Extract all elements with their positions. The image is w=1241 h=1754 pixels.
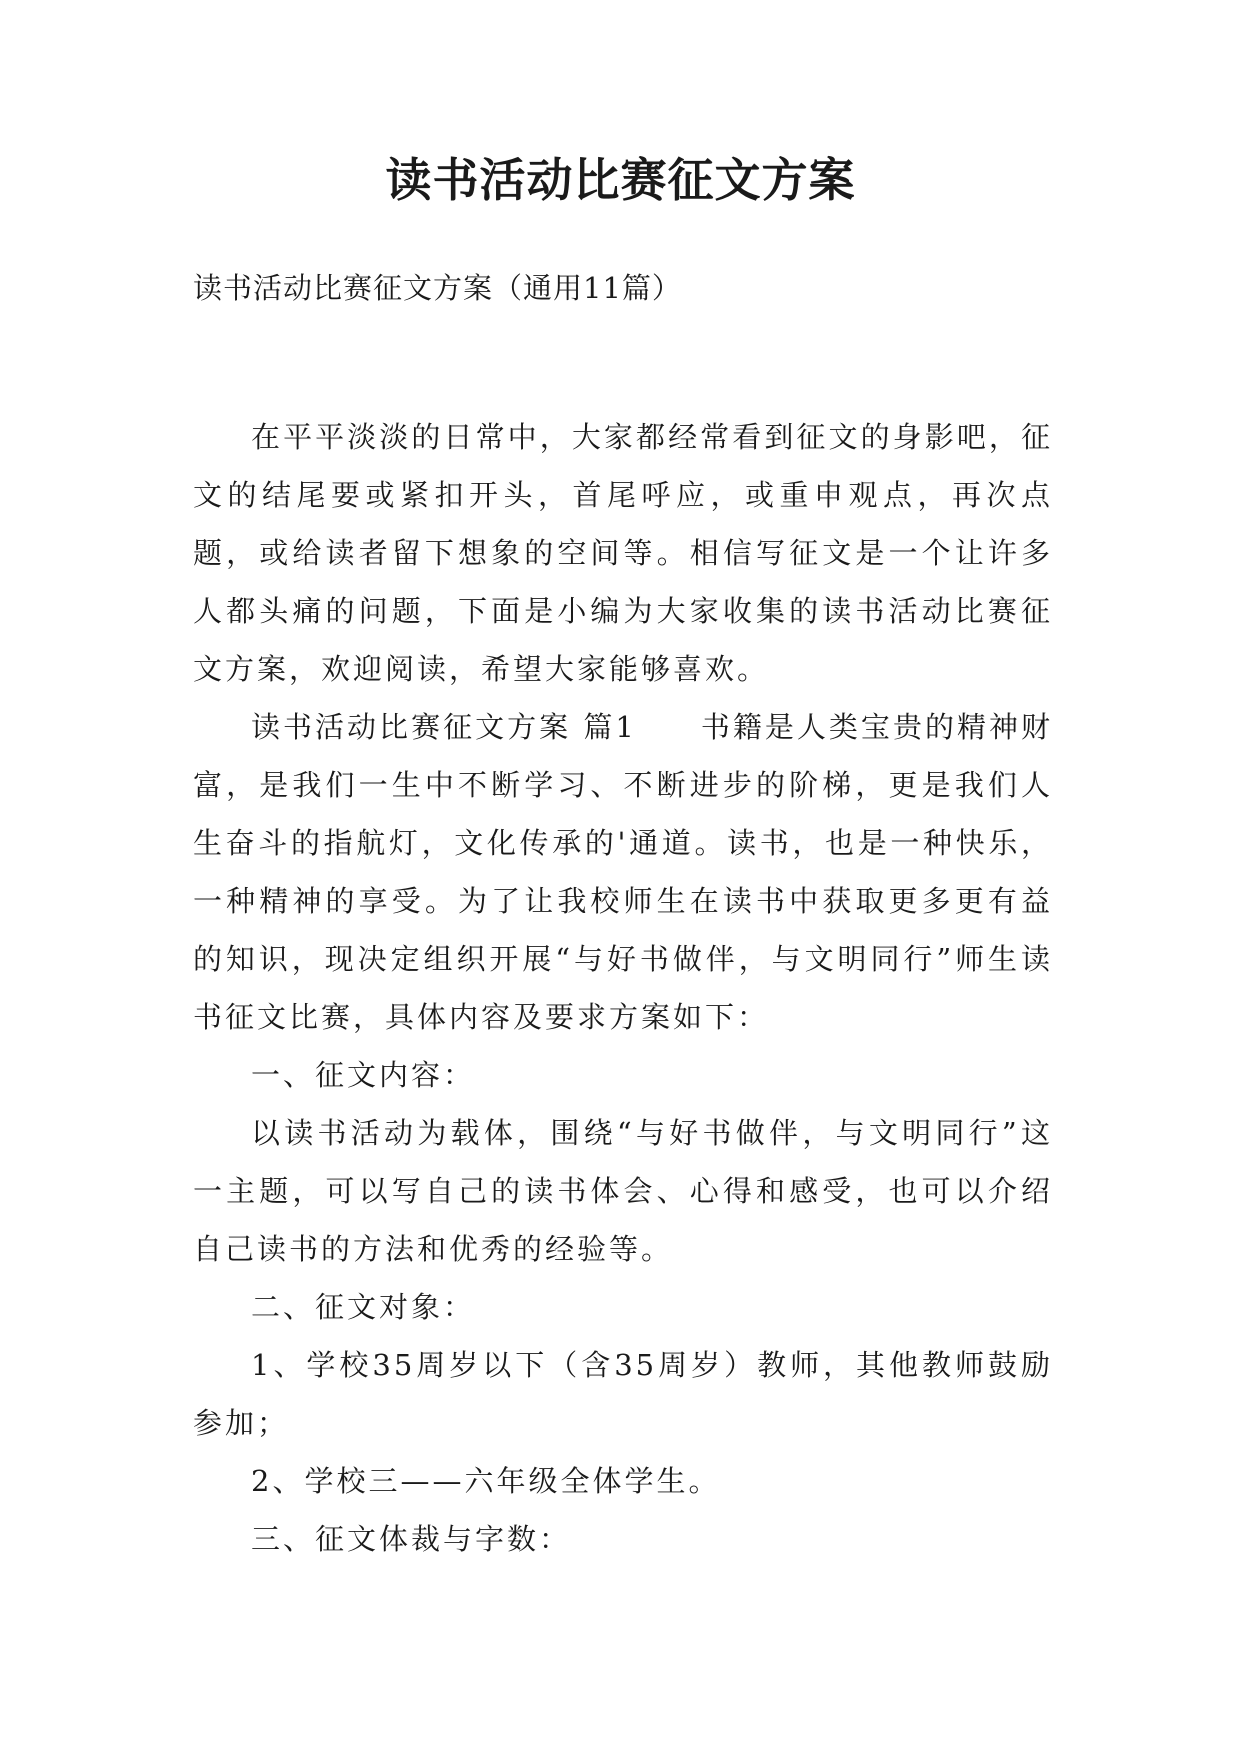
section-1-paragraph: 读书活动比赛征文方案 篇1 书籍是人类宝贵的精神财富，是我们一生中不断学习、不断进步的阶梯，更是我们人生奋斗的指航灯，文化传承的'通道。读书，也是一种快乐，一种精神的享受。为了让我校师生在读书中获取更多更有益的知识，现决定组织开展“与好书做伴，与文明同行”师生读书征文比赛，具体内容及要求方案如下： <box>193 710 1053 1034</box>
content-paragraph: 以读书活动为载体，围绕“与好书做伴，与文明同行”这一主题，可以写自己的读书体会、心得和感受，也可以介绍自己读书的方法和优秀的经验等。 <box>193 1116 1053 1266</box>
heading-content: 一、征文内容： <box>251 1058 476 1092</box>
document-title: 读书活动比赛征文方案 <box>385 153 856 207</box>
target-item-1: 1、学校35周岁以下（含35周岁）教师，其他教师鼓励参加； <box>193 1348 1053 1440</box>
heading-genre: 三、征文体裁与字数： <box>251 1522 572 1556</box>
heading-target: 二、征文对象： <box>251 1290 476 1324</box>
document-body <box>193 408 1053 1568</box>
target-item-2: 2、学校三——六年级全体学生。 <box>251 1464 721 1498</box>
document-subtitle: 读书活动比赛征文方案（通用11篇） <box>193 271 682 305</box>
intro-paragraph: 在平平淡淡的日常中，大家都经常看到征文的身影吧，征文的结尾要或紧扣开头，首尾呼应，或重申观点，再次点题，或给读者留下想象的空间等。相信写征文是一个让许多人都头痛的问题，下面是小编为大家收集的读书活动比赛征文方案，欢迎阅读，希望大家能够喜欢。 <box>193 420 1053 686</box>
